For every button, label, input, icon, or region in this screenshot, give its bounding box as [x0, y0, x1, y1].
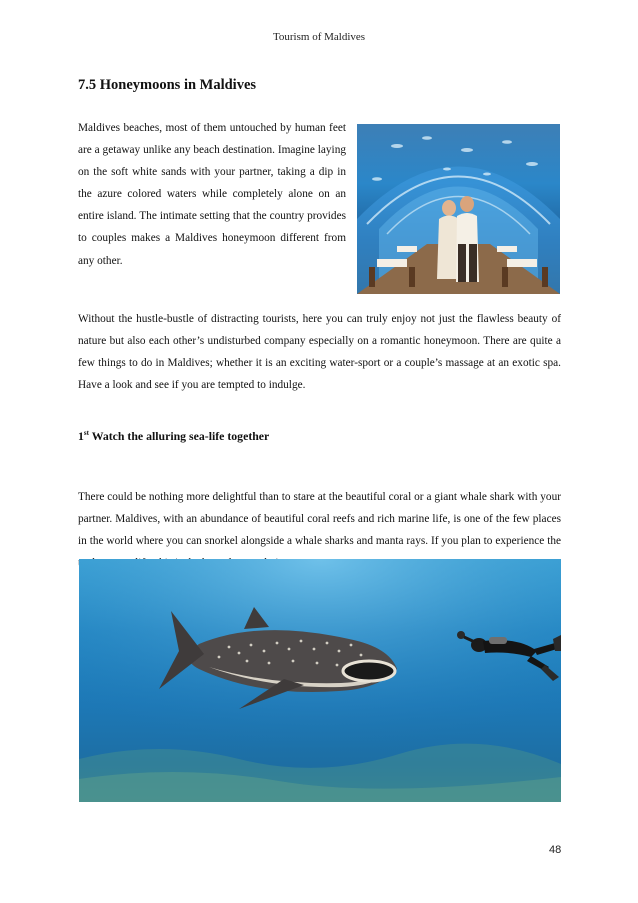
subheading-text: Watch the alluring sea-life together: [88, 429, 270, 443]
page-number: 48: [549, 844, 562, 856]
underwater-restaurant-illustration: [357, 124, 560, 294]
subheading-ordinal-suffix: st: [83, 429, 89, 438]
second-paragraph: Without the hustle-bustle of distracting tourists, here you can truly enjoy not just the flawless beauty of nature but also each other’s undisturbed company especially on a romantic honeymoon. There are quite a few things to do in Maldives; whether it is an exciting water-sport or a couple’s massage at an exotic spa. Have a look and see if you are tempted to indulge.: [78, 313, 561, 392]
underwater-restaurant-photo: [357, 124, 560, 294]
running-header: Tourism of Maldives: [272, 31, 366, 43]
intro-paragraph: Maldives beaches, most of them untouched by human feet are a getaway unlike any beach destination. Imagine laying on the soft white sands with your partner, taking a dip in the azure colored waters while completely alone on an entire island. The intimate setting that the country provides to couples makes a Maldives honeymoon different from any other.: [78, 122, 346, 267]
whale-shark-photo: [79, 559, 561, 802]
section-title: 7.5 Honeymoons in Maldives: [78, 77, 257, 93]
subheading-sea-life: [78, 429, 269, 444]
third-paragraph: There could be nothing more delightful than to stare at the beautiful coral or a giant whale shark with your partner. Maldives, with an abundance of beautiful coral reefs and rich marine life, is one of the few places in the world where you can snorkel alongside a whale sharks and manta rays. If you plan to experience the: [78, 491, 561, 548]
subheading-ordinal: 1: [78, 429, 84, 443]
whale-shark-illustration: [79, 559, 561, 802]
